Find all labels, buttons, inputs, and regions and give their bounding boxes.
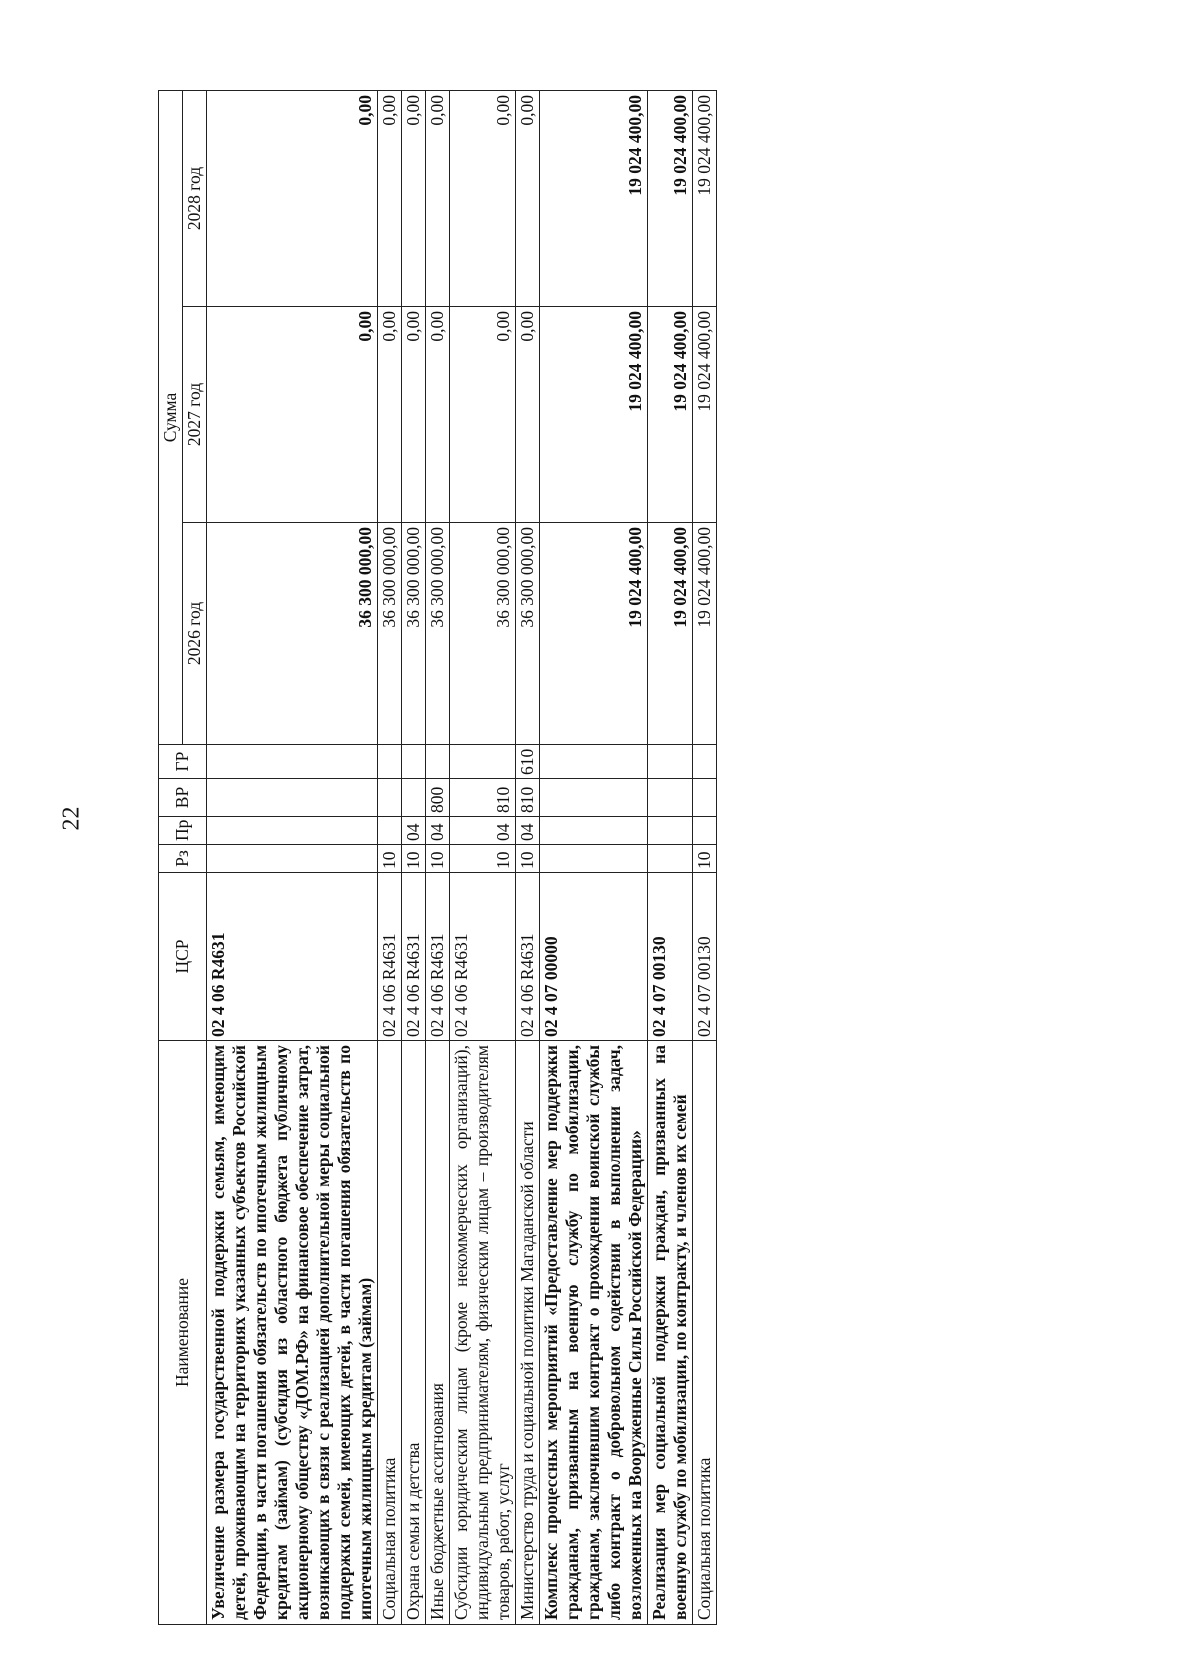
- row-vr: [378, 779, 402, 817]
- row-name: Охрана семьи и детства: [402, 1041, 426, 1625]
- row-pr: [207, 817, 378, 845]
- row-sum-2028: 0,00: [516, 90, 540, 306]
- table-row: [378, 90, 402, 1624]
- row-name: Комплекс процессных мероприятий «Предоставление мер поддержки гражданам, призванным на военную службу по мобилизации, гражданам, заключившим контракт о прохождении воинской службы либо контракт о добровольном содействии в выполнении задач, возложенных на Вооруженные Силы Российской Федерации»: [540, 1041, 648, 1625]
- row-pr: [540, 817, 648, 845]
- table-row: [207, 90, 378, 1624]
- row-csr: 02 4 06 R4631: [426, 873, 450, 1041]
- row-sum-2026: 36 300 000,00: [378, 523, 402, 745]
- row-sum-2027: 0,00: [402, 307, 426, 523]
- row-name: Увеличение размера государственной поддержки семьям, имеющим детей, проживающим на территориях указанных субъектов Российской Федерации, в части погашения обязательств по ипотечным жилищным кредитам (займам) (субсидия из областного бюджета публичному акционерному обществу «ДОМ.РФ» на финансовое обеспечение затрат, возникающих в связи с реализацией дополнительной меры социальной поддержки семей, имеющих детей, в части погашения обязательств по ипотечным жилищным кредитам (займам): [207, 1041, 378, 1625]
- header-2027: 2027 год: [183, 307, 207, 523]
- row-gr: [402, 745, 426, 779]
- row-pr: [693, 817, 717, 845]
- row-gr: [540, 745, 648, 779]
- table-row: [450, 90, 516, 1624]
- table-row: [402, 90, 426, 1624]
- row-rz: [207, 845, 378, 873]
- row-rz: [648, 845, 693, 873]
- table-row: [540, 90, 648, 1624]
- row-vr: [648, 779, 693, 817]
- row-sum-2028: 19 024 400,00: [648, 90, 693, 306]
- row-sum-2028: 19 024 400,00: [540, 90, 648, 306]
- row-vr: 810: [450, 779, 516, 817]
- row-sum-2026: 19 024 400,00: [648, 523, 693, 745]
- row-name: Реализация мер социальной поддержки граждан, призванных на военную службу по мобилизации, по контракту, и членов их семей: [648, 1041, 693, 1625]
- row-csr: 02 4 06 R4631: [516, 873, 540, 1041]
- row-rz: 10: [402, 845, 426, 873]
- row-rz: 10: [693, 845, 717, 873]
- table-header: [159, 90, 207, 1624]
- header-pr: Пр: [159, 817, 207, 845]
- row-sum-2027: 19 024 400,00: [648, 307, 693, 523]
- row-sum-2027: 19 024 400,00: [693, 307, 717, 523]
- row-gr: 610: [516, 745, 540, 779]
- row-sum-2027: 0,00: [426, 307, 450, 523]
- row-sum-2028: 19 024 400,00: [693, 90, 717, 306]
- row-sum-2028: 0,00: [207, 90, 378, 306]
- row-csr: 02 4 06 R4631: [378, 873, 402, 1041]
- header-name: Наименование: [159, 1041, 207, 1625]
- row-sum-2026: 19 024 400,00: [540, 523, 648, 745]
- row-name: Социальная политика: [378, 1041, 402, 1625]
- header-2026: 2026 год: [183, 523, 207, 745]
- row-vr: [693, 779, 717, 817]
- page-number: 22: [58, 806, 85, 831]
- row-gr: [378, 745, 402, 779]
- row-vr: [402, 779, 426, 817]
- header-rz: Рз: [159, 845, 207, 873]
- row-csr: 02 4 07 00130: [648, 873, 693, 1041]
- table-row: [648, 90, 693, 1624]
- row-name: Министерство труда и социальной политики Магаданской области: [516, 1041, 540, 1625]
- row-gr: [207, 745, 378, 779]
- rotated-table-container: [158, 91, 717, 1625]
- row-pr: [648, 817, 693, 845]
- row-sum-2026: 36 300 000,00: [207, 523, 378, 745]
- row-sum-2026: 19 024 400,00: [693, 523, 717, 745]
- row-pr: 04: [402, 817, 426, 845]
- row-sum-2026: 36 300 000,00: [516, 523, 540, 745]
- header-sum: Сумма: [159, 90, 183, 744]
- row-rz: 10: [426, 845, 450, 873]
- row-name: Иные бюджетные ассигнования: [426, 1041, 450, 1625]
- table-body: [207, 90, 717, 1624]
- table-row: [426, 90, 450, 1624]
- header-2028: 2028 год: [183, 90, 207, 306]
- row-csr: 02 4 07 00000: [540, 873, 648, 1041]
- row-sum-2026: 36 300 000,00: [450, 523, 516, 745]
- row-vr: 800: [426, 779, 450, 817]
- row-rz: 10: [516, 845, 540, 873]
- row-rz: 10: [450, 845, 516, 873]
- row-sum-2027: 19 024 400,00: [540, 307, 648, 523]
- header-csr: ЦСР: [159, 873, 207, 1041]
- row-sum-2027: 0,00: [516, 307, 540, 523]
- row-csr: 02 4 07 00130: [693, 873, 717, 1041]
- row-sum-2028: 0,00: [378, 90, 402, 306]
- header-gr: ГР: [159, 745, 207, 779]
- table-row: [693, 90, 717, 1624]
- row-pr: 04: [426, 817, 450, 845]
- row-csr: 02 4 06 R4631: [450, 873, 516, 1041]
- row-gr: [450, 745, 516, 779]
- row-vr: [540, 779, 648, 817]
- row-rz: [540, 845, 648, 873]
- header-vr: ВР: [159, 779, 207, 817]
- row-pr: 04: [516, 817, 540, 845]
- row-vr: 810: [516, 779, 540, 817]
- row-sum-2026: 36 300 000,00: [402, 523, 426, 745]
- row-gr: [648, 745, 693, 779]
- row-sum-2028: 0,00: [450, 90, 516, 306]
- table-row: [516, 90, 540, 1624]
- row-name: Субсидии юридическим лицам (кроме некоммерческих организаций), индивидуальным предпринимателям, физическим лицам – производителям товаров, работ, услуг: [450, 1041, 516, 1625]
- budget-table: [158, 90, 717, 1625]
- row-name: Социальная политика: [693, 1041, 717, 1625]
- row-csr: 02 4 06 R4631: [402, 873, 426, 1041]
- row-rz: 10: [378, 845, 402, 873]
- row-sum-2028: 0,00: [426, 90, 450, 306]
- row-sum-2027: 0,00: [378, 307, 402, 523]
- row-vr: [207, 779, 378, 817]
- row-csr: 02 4 06 R4631: [207, 873, 378, 1041]
- row-sum-2027: 0,00: [450, 307, 516, 523]
- row-sum-2026: 36 300 000,00: [426, 523, 450, 745]
- row-pr: [378, 817, 402, 845]
- row-gr: [693, 745, 717, 779]
- row-sum-2028: 0,00: [402, 90, 426, 306]
- row-sum-2027: 0,00: [207, 307, 378, 523]
- row-pr: 04: [450, 817, 516, 845]
- row-gr: [426, 745, 450, 779]
